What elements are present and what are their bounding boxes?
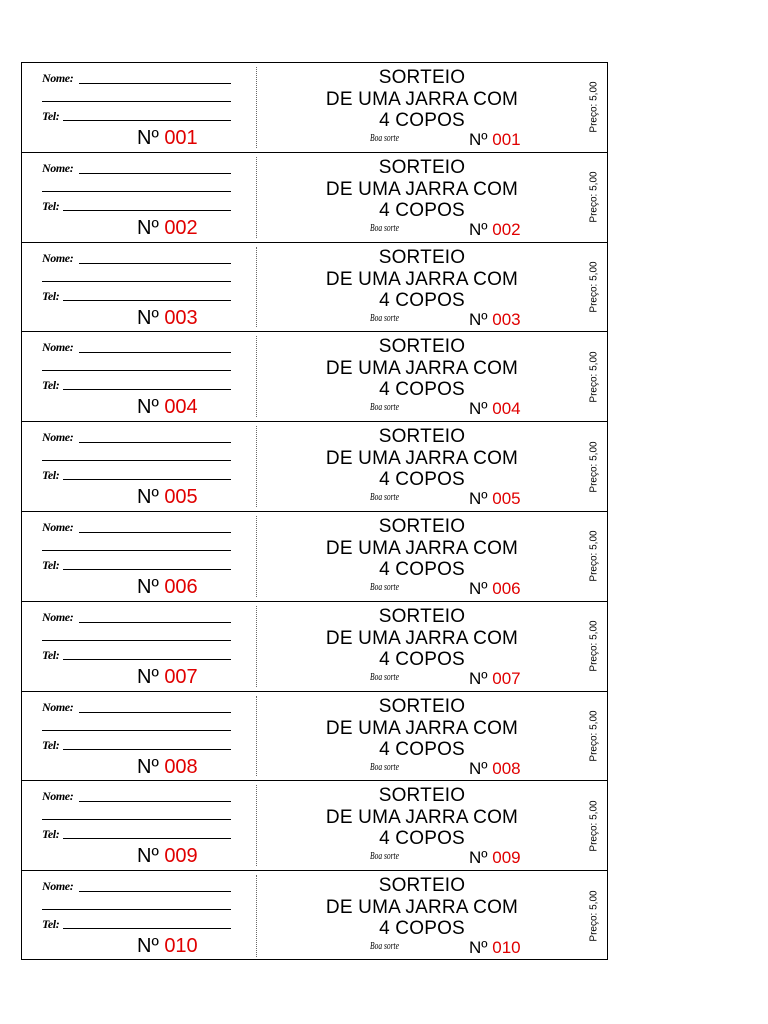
name-line-1 xyxy=(79,83,231,84)
number-prefix: Nº xyxy=(137,576,159,598)
ticket-main xyxy=(257,63,587,152)
title-line-3: 4 COPOS xyxy=(379,738,465,760)
tel-line xyxy=(63,300,231,301)
ticket-stub xyxy=(22,871,256,961)
number-prefix: Nº xyxy=(469,938,488,958)
name-line-1 xyxy=(79,173,231,174)
tel-label: Tel: xyxy=(42,737,60,752)
title-line-2: DE UMA JARRA COM xyxy=(325,807,519,829)
name-line-2 xyxy=(42,101,231,102)
name-line-1 xyxy=(79,442,231,443)
good-luck-signature: Boa sorte xyxy=(370,312,399,324)
raffle-ticket xyxy=(22,602,607,692)
price-label xyxy=(583,781,605,870)
title-line-2: DE UMA JARRA COM xyxy=(325,268,519,290)
ticket-stub xyxy=(22,692,256,781)
raffle-ticket-sheet xyxy=(21,62,608,960)
number-prefix: Nº xyxy=(469,668,488,688)
main-ticket-number xyxy=(469,848,521,868)
number-value: 001 xyxy=(164,127,198,149)
ticket-stub xyxy=(22,332,256,421)
number-prefix: Nº xyxy=(137,486,159,509)
raffle-ticket xyxy=(22,781,607,871)
price-label xyxy=(583,871,605,961)
title-line-3: 4 COPOS xyxy=(379,199,465,221)
number-value: 006 xyxy=(492,579,521,598)
price-label xyxy=(583,512,605,601)
title-line-1: SORTEIO xyxy=(378,605,466,627)
name-line-1 xyxy=(79,712,231,713)
number-prefix: Nº xyxy=(469,130,488,149)
price-label xyxy=(583,153,605,242)
number-value: 003 xyxy=(164,306,198,329)
price-text: Preço: 5,00 xyxy=(588,441,600,493)
number-value: 009 xyxy=(492,848,521,868)
number-prefix: Nº xyxy=(469,489,488,509)
number-value: 004 xyxy=(492,399,521,419)
title-line-2: DE UMA JARRA COM xyxy=(325,717,519,739)
name-line-2 xyxy=(42,640,231,641)
number-prefix: Nº xyxy=(137,935,159,958)
name-label: Nome: xyxy=(42,430,74,445)
title-line-3: 4 COPOS xyxy=(379,469,465,491)
tel-label: Tel: xyxy=(42,917,60,932)
number-prefix: Nº xyxy=(469,758,488,778)
title-line-1: SORTEIO xyxy=(378,246,466,268)
stub-ticket-number xyxy=(137,845,198,868)
name-label: Nome: xyxy=(42,879,74,894)
price-text: Preço: 5,00 xyxy=(588,710,600,762)
raffle-ticket xyxy=(22,692,607,782)
name-line-1 xyxy=(79,801,231,802)
main-ticket-number xyxy=(469,938,521,958)
main-ticket-number xyxy=(469,579,521,599)
number-value: 007 xyxy=(164,665,198,688)
name-label: Nome: xyxy=(42,520,74,534)
title-line-1: SORTEIO xyxy=(378,67,466,88)
price-label xyxy=(583,243,605,332)
number-value: 010 xyxy=(492,938,521,958)
number-prefix: Nº xyxy=(137,216,159,239)
main-ticket-number xyxy=(469,310,521,330)
ticket-stub xyxy=(22,153,256,242)
name-line-1 xyxy=(79,263,231,264)
raffle-ticket xyxy=(22,332,607,422)
number-value: 003 xyxy=(492,309,521,329)
price-text: Preço: 5,00 xyxy=(588,530,600,582)
ticket-main xyxy=(257,332,587,421)
title-line-3: 4 COPOS xyxy=(379,289,465,311)
raffle-ticket xyxy=(22,243,607,333)
tel-label: Tel: xyxy=(42,558,60,572)
number-prefix: Nº xyxy=(137,306,159,329)
tel-label: Tel: xyxy=(42,198,60,213)
title-line-2: DE UMA JARRA COM xyxy=(325,358,519,380)
raffle-ticket xyxy=(22,512,607,602)
name-label: Nome: xyxy=(42,609,74,624)
name-label: Nome: xyxy=(42,789,74,804)
ticket-main xyxy=(257,871,587,961)
price-label xyxy=(583,332,605,421)
good-luck-signature: Boa sorte xyxy=(370,133,399,144)
stub-ticket-number xyxy=(137,935,198,958)
name-line-1 xyxy=(79,532,231,533)
title-line-1: SORTEIO xyxy=(378,426,466,448)
title-line-3: 4 COPOS xyxy=(379,110,465,131)
ticket-stub xyxy=(22,422,256,511)
number-prefix: Nº xyxy=(469,219,488,239)
good-luck-signature: Boa sorte xyxy=(370,941,399,953)
main-ticket-number xyxy=(469,399,521,419)
name-label: Nome: xyxy=(42,699,74,714)
price-text: Preço: 5,00 xyxy=(588,351,600,403)
number-prefix: Nº xyxy=(137,755,159,778)
number-value: 004 xyxy=(164,396,198,419)
ticket-stub xyxy=(22,781,256,870)
main-ticket-number xyxy=(469,220,521,240)
price-text: Preço: 5,00 xyxy=(588,890,600,942)
name-line-2 xyxy=(42,191,231,192)
stub-ticket-number xyxy=(137,666,198,689)
title-line-3: 4 COPOS xyxy=(379,828,465,850)
stub-ticket-number xyxy=(137,486,198,509)
name-line-1 xyxy=(79,352,231,353)
ticket-main xyxy=(257,692,587,781)
number-value: 005 xyxy=(492,489,521,509)
raffle-ticket xyxy=(22,153,607,243)
title-line-1: SORTEIO xyxy=(378,156,466,178)
good-luck-signature: Boa sorte xyxy=(370,222,399,234)
stub-ticket-number xyxy=(137,756,198,779)
ticket-stub xyxy=(22,243,256,332)
tel-label: Tel: xyxy=(42,647,60,662)
good-luck-signature: Boa sorte xyxy=(370,671,399,683)
stub-ticket-number xyxy=(137,576,198,599)
stub-ticket-number xyxy=(137,396,198,419)
number-value: 007 xyxy=(492,668,521,688)
ticket-main xyxy=(257,243,587,332)
tel-line xyxy=(63,838,231,839)
price-label xyxy=(583,692,605,781)
name-label: Nome: xyxy=(42,71,74,85)
good-luck-signature: Boa sorte xyxy=(370,582,399,593)
name-line-2 xyxy=(42,370,231,371)
main-ticket-number xyxy=(469,489,521,509)
tel-label: Tel: xyxy=(42,827,60,842)
ticket-stub xyxy=(22,63,256,152)
number-value: 005 xyxy=(164,486,198,509)
ticket-main xyxy=(257,153,587,242)
title-line-1: SORTEIO xyxy=(378,875,466,897)
raffle-ticket xyxy=(22,871,607,961)
stub-ticket-number xyxy=(137,127,198,150)
tel-line xyxy=(63,120,231,121)
price-text: Preço: 5,00 xyxy=(588,171,600,223)
name-line-2 xyxy=(42,281,231,282)
name-line-2 xyxy=(42,819,231,820)
ticket-stub xyxy=(22,512,256,601)
good-luck-signature: Boa sorte xyxy=(370,761,399,773)
name-line-1 xyxy=(79,891,231,892)
tel-label: Tel: xyxy=(42,288,60,303)
number-value: 008 xyxy=(492,758,521,778)
number-prefix: Nº xyxy=(469,399,488,419)
raffle-ticket xyxy=(22,63,607,153)
main-ticket-number xyxy=(469,130,521,150)
tel-line xyxy=(63,659,231,660)
number-prefix: Nº xyxy=(469,309,488,329)
tel-line xyxy=(63,928,231,929)
number-prefix: Nº xyxy=(137,396,159,419)
ticket-main xyxy=(257,602,587,691)
ticket-main xyxy=(257,781,587,870)
main-ticket-number xyxy=(469,759,521,779)
title-line-3: 4 COPOS xyxy=(379,559,465,580)
number-value: 002 xyxy=(164,216,198,239)
number-prefix: Nº xyxy=(469,848,488,868)
good-luck-signature: Boa sorte xyxy=(370,492,399,504)
title-line-2: DE UMA JARRA COM xyxy=(325,627,519,649)
number-prefix: Nº xyxy=(137,845,159,868)
title-line-3: 4 COPOS xyxy=(379,648,465,670)
title-line-2: DE UMA JARRA COM xyxy=(325,89,519,110)
stub-ticket-number xyxy=(137,217,198,240)
title-line-1: SORTEIO xyxy=(378,695,466,717)
name-line-2 xyxy=(42,730,231,731)
tel-label: Tel: xyxy=(42,109,60,123)
number-prefix: Nº xyxy=(137,127,159,149)
title-line-3: 4 COPOS xyxy=(379,918,465,940)
number-value: 009 xyxy=(164,845,198,868)
title-line-2: DE UMA JARRA COM xyxy=(325,538,519,559)
title-line-2: DE UMA JARRA COM xyxy=(325,897,519,919)
name-line-2 xyxy=(42,550,231,551)
tel-line xyxy=(63,749,231,750)
title-line-1: SORTEIO xyxy=(378,516,466,537)
number-value: 002 xyxy=(492,219,521,239)
ticket-main xyxy=(257,422,587,511)
number-value: 006 xyxy=(164,576,198,598)
price-text: Preço: 5,00 xyxy=(588,620,600,672)
tel-line xyxy=(63,569,231,570)
name-line-2 xyxy=(42,460,231,461)
price-text: Preço: 5,00 xyxy=(588,800,600,852)
stub-ticket-number xyxy=(137,307,198,330)
price-text: Preço: 5,00 xyxy=(588,81,600,133)
name-line-2 xyxy=(42,909,231,910)
title-line-2: DE UMA JARRA COM xyxy=(325,448,519,470)
title-line-3: 4 COPOS xyxy=(379,379,465,401)
title-line-2: DE UMA JARRA COM xyxy=(325,178,519,200)
good-luck-signature: Boa sorte xyxy=(370,402,399,414)
number-value: 010 xyxy=(164,935,198,958)
main-ticket-number xyxy=(469,669,521,689)
price-label xyxy=(583,63,605,152)
title-line-1: SORTEIO xyxy=(378,785,466,807)
ticket-stub xyxy=(22,602,256,691)
number-value: 001 xyxy=(492,130,521,149)
tel-line xyxy=(63,479,231,480)
good-luck-signature: Boa sorte xyxy=(370,851,399,863)
raffle-ticket xyxy=(22,422,607,512)
name-line-1 xyxy=(79,622,231,623)
number-value: 008 xyxy=(164,755,198,778)
tel-label: Tel: xyxy=(42,468,60,483)
price-label xyxy=(583,602,605,691)
tel-line xyxy=(63,210,231,211)
tel-line xyxy=(63,389,231,390)
tel-label: Tel: xyxy=(42,378,60,393)
name-label: Nome: xyxy=(42,340,74,355)
title-line-1: SORTEIO xyxy=(378,336,466,358)
price-text: Preço: 5,00 xyxy=(588,261,600,313)
ticket-main xyxy=(257,512,587,601)
name-label: Nome: xyxy=(42,160,74,175)
number-prefix: Nº xyxy=(469,579,488,598)
name-label: Nome: xyxy=(42,250,74,265)
price-label xyxy=(583,422,605,511)
number-prefix: Nº xyxy=(137,665,159,688)
